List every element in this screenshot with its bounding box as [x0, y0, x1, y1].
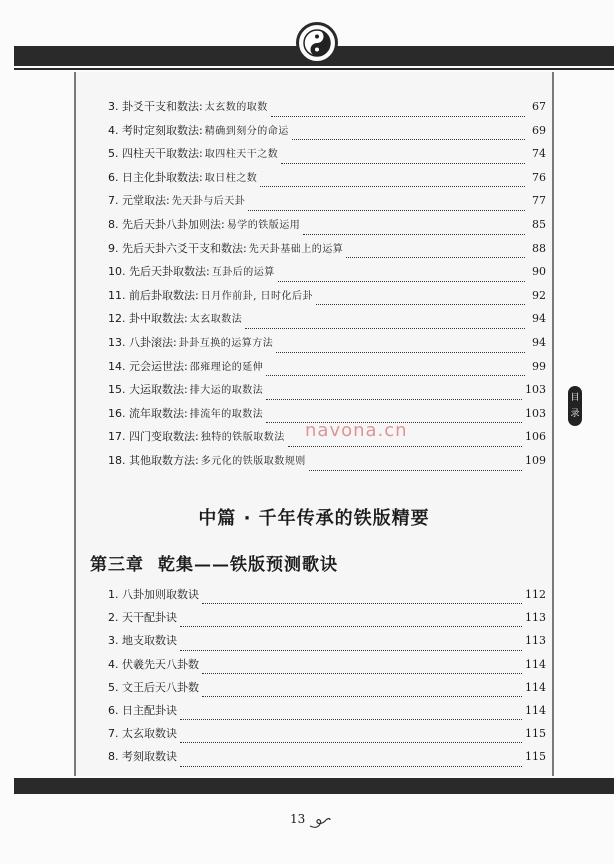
- toc-entry-desc: 日月作前卦, 日时化后卦: [200, 290, 314, 302]
- toc-entry-page: 114: [525, 680, 546, 694]
- toc-entry-desc: 精确到刻分的命运: [204, 125, 289, 137]
- toc-entry[interactable]: [108, 586, 546, 609]
- toc-entry-page: 103: [525, 383, 546, 397]
- toc-entry-title: 7. 元堂取法:: [108, 194, 170, 208]
- yin-yang-icon: [296, 22, 338, 64]
- dot-leader: [202, 696, 522, 697]
- toc-entry-title: 7. 太玄取数诀: [108, 727, 177, 741]
- toc-entry-title: 8. 考刻取数诀: [108, 750, 177, 764]
- part-title: 中篇 · 千年传承的铁版精要: [198, 508, 430, 529]
- chapter-number: 第三章: [90, 555, 144, 575]
- watermark: navona.cn: [305, 420, 408, 441]
- toc-entry-desc: 互卦后的运算: [211, 267, 275, 279]
- toc-entry-title: 9. 先后天卦六爻干支和数法:: [108, 241, 247, 255]
- toc-entry-title: 12. 卦中取数法:: [108, 312, 188, 326]
- dot-leader: [281, 163, 525, 164]
- toc-entry-title: 6. 日主配卦诀: [108, 703, 177, 717]
- toc-entry-title: 11. 前后卦取数法:: [108, 288, 199, 302]
- toc-entry-desc: 多元化的铁版取数规则: [200, 455, 306, 467]
- dot-leader: [271, 116, 525, 117]
- toc-entry-desc: 先天卦与后天卦: [171, 196, 246, 208]
- toc-list-top: [108, 98, 546, 476]
- toc-entry-title: 18. 其他取数方法:: [108, 453, 199, 467]
- toc-entry-title: 1. 八卦加则取数诀: [108, 588, 199, 601]
- chapter-name: 乾集——铁版预测歌诀: [158, 555, 338, 575]
- toc-entry-desc: 易学的铁版运用: [226, 219, 301, 231]
- dot-leader: [248, 210, 525, 211]
- toc-entry-page: 103: [525, 406, 546, 420]
- dot-leader: [303, 234, 525, 235]
- toc-entry[interactable]: [108, 122, 546, 146]
- toc-entry[interactable]: [108, 169, 546, 193]
- dot-leader: [180, 626, 522, 627]
- toc-entry-title: 15. 大运取数法:: [108, 383, 188, 397]
- dot-leader: [180, 719, 522, 720]
- toc-entry-page: 115: [525, 727, 546, 741]
- toc-entry-page: 88: [532, 241, 546, 255]
- toc-entry-page: 77: [532, 194, 546, 208]
- toc-entry[interactable]: [108, 240, 546, 264]
- side-tab-contents[interactable]: 目录: [568, 386, 582, 426]
- dot-leader: [266, 375, 525, 376]
- toc-entry-title: 4. 伏羲先天八卦数: [108, 657, 199, 671]
- toc-entry[interactable]: [108, 656, 546, 679]
- toc-entry-page: 85: [532, 217, 546, 231]
- toc-entry[interactable]: [108, 452, 546, 476]
- toc-entry-page: 99: [532, 359, 546, 373]
- toc-entry-page: 109: [525, 453, 546, 467]
- toc-entry[interactable]: [108, 263, 546, 287]
- dot-leader: [266, 399, 522, 400]
- toc-entry-page: 76: [532, 170, 546, 184]
- toc-list-bottom: [108, 586, 546, 772]
- toc-entry[interactable]: [108, 381, 546, 405]
- toc-entry-title: 10. 先后天卦取数法:: [108, 265, 210, 279]
- toc-entry-desc: 邵雍理论的延伸: [189, 361, 264, 373]
- page-number: 13: [290, 812, 306, 826]
- toc-entry-page: 113: [525, 634, 546, 648]
- toc-entry[interactable]: [108, 725, 546, 748]
- toc-entry-title: 8. 先后天卦八卦加则法:: [108, 217, 225, 231]
- dot-leader: [202, 673, 522, 674]
- toc-entry-page: 67: [532, 100, 546, 113]
- toc-entry-title: 5. 四柱天干取数法:: [108, 147, 203, 161]
- swirl-ornament-icon: [308, 814, 332, 830]
- toc-entry-desc: 太玄取数法: [189, 314, 243, 326]
- toc-entry-page: 94: [532, 312, 546, 326]
- toc-entry[interactable]: [108, 287, 546, 311]
- dot-leader: [260, 186, 525, 187]
- dot-leader: [276, 352, 525, 353]
- toc-entry[interactable]: [108, 98, 546, 122]
- toc-entry[interactable]: [108, 192, 546, 216]
- toc-entry-title: 6. 日主化卦取数法:: [108, 170, 203, 184]
- toc-entry[interactable]: [108, 702, 546, 725]
- toc-entry-title: 3. 卦爻干支和数法:: [108, 100, 203, 113]
- toc-entry[interactable]: [108, 679, 546, 702]
- chapter-title: [90, 550, 338, 575]
- toc-entry-desc: 先天卦基础上的运算: [248, 243, 344, 255]
- toc-entry-page: 90: [532, 265, 546, 279]
- toc-entry[interactable]: [108, 310, 546, 334]
- toc-entry-title: 16. 流年取数法:: [108, 406, 188, 420]
- toc-entry-title: 4. 考时定刻取数法:: [108, 123, 203, 137]
- toc-entry-desc: 排大运的取数法: [189, 385, 264, 397]
- toc-entry[interactable]: [108, 748, 546, 771]
- toc-entry-desc: 取日柱之数: [204, 172, 258, 184]
- toc-entry-title: 14. 元会运世法:: [108, 359, 188, 373]
- toc-entry-page: 94: [532, 335, 546, 349]
- toc-entry[interactable]: [108, 145, 546, 169]
- toc-entry-page: 92: [532, 288, 546, 302]
- toc-entry-page: 69: [532, 123, 546, 137]
- toc-entry-page: 115: [525, 750, 546, 764]
- toc-entry-title: 13. 八卦滚法:: [108, 335, 177, 349]
- toc-entry-title: 3. 地支取数诀: [108, 634, 177, 648]
- dot-leader: [346, 257, 525, 258]
- toc-entry-page: 113: [525, 611, 546, 625]
- dot-leader: [202, 603, 522, 604]
- toc-entry-page: 114: [525, 657, 546, 671]
- toc-entry-page: 112: [525, 588, 546, 601]
- toc-entry-page: 114: [525, 703, 546, 717]
- toc-entry[interactable]: [108, 609, 546, 632]
- toc-entry[interactable]: [108, 216, 546, 240]
- footer-band: [14, 778, 614, 794]
- toc-entry-title: 17. 四门变取数法:: [108, 430, 199, 444]
- toc-entry-title: 5. 文王后天八卦数: [108, 680, 199, 694]
- dot-leader: [288, 446, 522, 447]
- dot-leader: [309, 470, 522, 471]
- toc-entry-desc: 排流年的取数法: [189, 408, 264, 420]
- dot-leader: [180, 742, 522, 743]
- toc-entry-desc: 取四柱天干之数: [204, 149, 279, 161]
- toc-entry[interactable]: [108, 632, 546, 655]
- toc-entry-desc: 卦卦互换的运算方法: [178, 337, 274, 349]
- dot-leader: [180, 766, 522, 767]
- dot-leader: [245, 328, 525, 329]
- dot-leader: [180, 650, 522, 651]
- toc-entry[interactable]: [108, 334, 546, 358]
- dot-leader: [292, 139, 525, 140]
- toc-entry-desc: 独特的铁版取数法: [200, 432, 285, 444]
- toc-entry-title: 2. 天干配卦诀: [108, 611, 177, 625]
- dot-leader: [278, 281, 525, 282]
- toc-entry-page: 74: [532, 147, 546, 161]
- toc-entry-page: 106: [525, 430, 546, 444]
- toc-entry[interactable]: [108, 358, 546, 382]
- toc-entry-desc: 太玄数的取数: [204, 102, 268, 113]
- dot-leader: [316, 304, 525, 305]
